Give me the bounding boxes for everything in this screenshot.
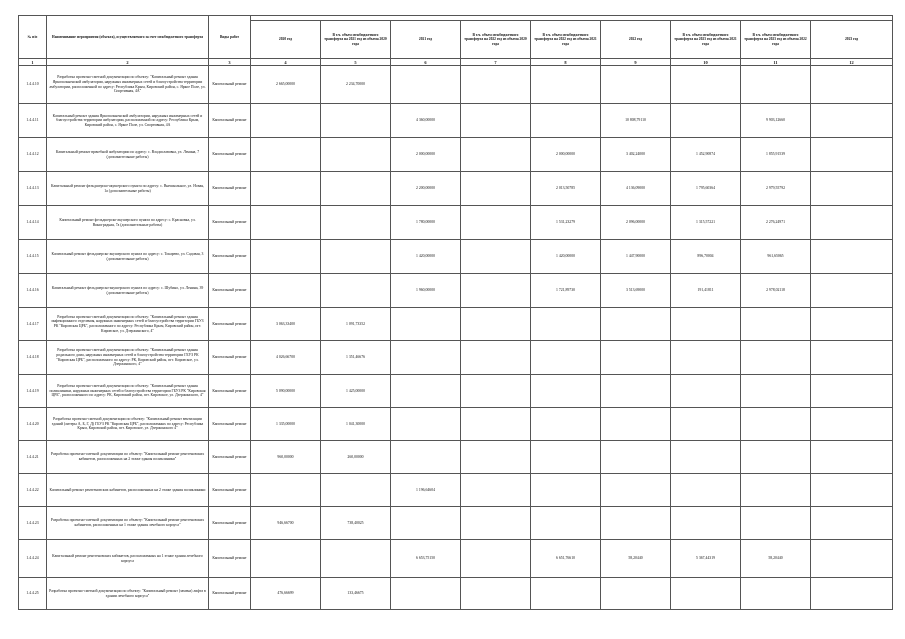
- row-work-type: Капитальный ремонт: [209, 341, 251, 375]
- row-value: 4 136,09000: [601, 172, 671, 206]
- row-value: 1 960,00000: [391, 274, 461, 308]
- column-number: 12: [811, 59, 893, 66]
- row-value: [531, 104, 601, 138]
- table-row: [19, 408, 893, 441]
- row-value: [671, 308, 741, 341]
- row-value: [741, 341, 811, 375]
- row-value: 738,40025: [321, 507, 391, 540]
- row-value: [251, 274, 321, 308]
- table-row: [19, 507, 893, 540]
- row-value: [321, 172, 391, 206]
- header-2020: 2020 год: [251, 21, 321, 59]
- row-value: [321, 240, 391, 274]
- row-value: 260,00000: [321, 441, 391, 474]
- column-number: 4: [251, 59, 321, 66]
- row-value: 1 196,64604: [391, 474, 461, 507]
- row-value: [461, 274, 531, 308]
- row-value: 1 425,00000: [321, 375, 391, 408]
- header-2021-share-from-2020: В т.ч. объем межбюджетного трансферта на 2022 год из объема 2020 года: [461, 21, 531, 59]
- row-value: [321, 274, 391, 308]
- row-value: [811, 274, 893, 308]
- row-value: 961,65065: [741, 240, 811, 274]
- row-value: 58,20440: [601, 540, 671, 578]
- row-value: 3 402,24000: [601, 138, 671, 172]
- row-value: [741, 474, 811, 507]
- row-value: 946,66700: [251, 507, 321, 540]
- row-value: [531, 507, 601, 540]
- row-value: [531, 408, 601, 441]
- row-value: [531, 474, 601, 507]
- row-value: [741, 375, 811, 408]
- row-value: [811, 240, 893, 274]
- table-row: [19, 375, 893, 408]
- row-value: [251, 474, 321, 507]
- row-value: [741, 308, 811, 341]
- column-number: 10: [671, 59, 741, 66]
- row-value: 896,70004: [671, 240, 741, 274]
- row-work-type: Капитальный ремонт: [209, 540, 251, 578]
- row-value: 2 200,00000: [391, 172, 461, 206]
- row-value: 1 315,57221: [671, 206, 741, 240]
- row-value: [461, 540, 531, 578]
- header-2022: 2022 год: [601, 21, 671, 59]
- row-value: 2 013,50785: [531, 172, 601, 206]
- row-value: 960,00000: [251, 441, 321, 474]
- row-value: [811, 540, 893, 578]
- row-number: 1.4.4.14: [19, 206, 47, 240]
- row-value: [391, 375, 461, 408]
- row-work-type: Капитальный ремонт: [209, 172, 251, 206]
- row-value: [461, 240, 531, 274]
- row-value: [531, 66, 601, 104]
- row-value: 191,41811: [671, 274, 741, 308]
- row-value: [741, 441, 811, 474]
- row-name: Капитальный ремонт фельдшерско-акушерского пункта по адресу: с. Внешкольное, ул. Новая, 1а (дополнительные работы): [47, 172, 209, 206]
- row-value: [321, 474, 391, 507]
- row-value: 1 335,00000: [251, 408, 321, 441]
- column-number: 8: [531, 59, 601, 66]
- row-value: 1 780,00000: [391, 206, 461, 240]
- row-name: Капитальный ремонт рентгеновских кабинетов, расположенных на 2 этаже здания поликлиники: [47, 474, 209, 507]
- row-value: [671, 66, 741, 104]
- row-number: 1.4.4.10: [19, 66, 47, 104]
- row-name: Капитальный ремонт фельдшерско-акушерского пункта по адресу: с. Шубино, ул. Ленина, 39 (дополнительные работы): [47, 274, 209, 308]
- row-value: [251, 104, 321, 138]
- column-number: 7: [461, 59, 531, 66]
- row-work-type: Капитальный ремонт: [209, 408, 251, 441]
- row-value: 2 979,55792: [741, 172, 811, 206]
- row-value: 2 276,24971: [741, 206, 811, 240]
- header-2023: 2023 год: [811, 21, 893, 59]
- header-2022-share: В т.ч. объем межбюджетного трансферта на 2023 год из объема 2022 года: [741, 21, 811, 59]
- row-number: 1.4.4.13: [19, 172, 47, 206]
- row-value: [391, 507, 461, 540]
- row-name: Разработка проектно-сметной документации по объекту: "Капитальный ремонт здания родильного дома, наружных инженерных сетей и благоустройства территории ГБУЗ РК "Кировская ЦРБ", расположенного по адресу: РК, Кировский район, пгт. Кировское, ул. Дзержинского, 4": [47, 341, 209, 375]
- works-table: [18, 15, 893, 610]
- row-work-type: Капитальный ремонт: [209, 507, 251, 540]
- header-type: Виды работ: [209, 16, 251, 59]
- table-row: [19, 441, 893, 474]
- column-number: 2: [47, 59, 209, 66]
- row-value: 6 653,75150: [391, 540, 461, 578]
- row-value: 3 513,69000: [601, 274, 671, 308]
- column-number: 5: [321, 59, 391, 66]
- row-value: [461, 172, 531, 206]
- row-value: [391, 308, 461, 341]
- table-row: [19, 341, 893, 375]
- row-name: Капитальный ремонт фельдшерско-акушерского пункта по адресу: с. Токарево, ул. Садовая, 3 (дополнительные работы): [47, 240, 209, 274]
- table-row: [19, 138, 893, 172]
- row-name: Капитальный ремонт здания Яркопольненской амбулатории, наружных инженерных сетей и благоустройства территории амбулатории, расположенной по адресу: Республика Крым, Кировский район, с. Яркое Поле, ул. Спортивная, 4А: [47, 104, 209, 138]
- row-value: [251, 240, 321, 274]
- row-value: [601, 308, 671, 341]
- row-value: [321, 138, 391, 172]
- table-row: [19, 540, 893, 578]
- row-value: [601, 375, 671, 408]
- row-value: [461, 441, 531, 474]
- row-name: Разработка проектно-сметной документации по объекту: "Капитальный ремонт здания Яркопольненской амбулатории, наружных инженерных сетей и благоустройства территории амбулатории, расположенной по адресу: Республика Крым, Кировский район, с. Яркое Поле, ул. Спортивная, 4А": [47, 66, 209, 104]
- row-value: [671, 341, 741, 375]
- row-name: Капитальный ремонт врачебной амбулатории по адресу: с. Владиславовка, ул. Ленина, 7 (дополнительные работы): [47, 138, 209, 172]
- row-value: [741, 507, 811, 540]
- row-work-type: Капитальный ремонт: [209, 274, 251, 308]
- row-name: Капитальный ремонт фельдшерско-акушерского пункта по адресу: с. Красновка, ул. Виноградная, 7а (дополнительные работы): [47, 206, 209, 240]
- row-value: 2 096,00000: [601, 206, 671, 240]
- row-value: [461, 578, 531, 610]
- row-value: [391, 578, 461, 610]
- row-name: Разработка проектно-сметной документации по объекту: "Капитальный ремонт вентиляции зданий (литеры А, Б, Г, Д) ГБУЗ РК "Кировская ЦРБ", расположенных по адресу: Республика Крым, Кировский район, пгт. Кировское, ул. Дзержинского 4": [47, 408, 209, 441]
- table-row: [19, 274, 893, 308]
- row-work-type: Капитальный ремонт: [209, 308, 251, 341]
- column-number: 1: [19, 59, 47, 66]
- row-value: [601, 341, 671, 375]
- row-value: [601, 408, 671, 441]
- row-number: 1.4.4.21: [19, 441, 47, 474]
- column-number-row: [19, 59, 893, 66]
- row-value: 1 452,90874: [671, 138, 741, 172]
- row-value: 10 808,79110: [601, 104, 671, 138]
- row-value: [671, 408, 741, 441]
- row-value: [461, 66, 531, 104]
- row-number: 1.4.4.23: [19, 507, 47, 540]
- header-2021-share: В т.ч. объем межбюджетного трансферта на 2022 год из объема 2021 года: [531, 21, 601, 59]
- table-row: [19, 308, 893, 341]
- table-row: [19, 104, 893, 138]
- header-id: № п/п: [19, 16, 47, 59]
- row-value: [601, 507, 671, 540]
- row-value: [531, 578, 601, 610]
- row-number: 1.4.4.22: [19, 474, 47, 507]
- row-number: 1.4.4.24: [19, 540, 47, 578]
- header-name: Наименование мероприятия (объекта), осуществляемого за счет межбюджетного трансферта: [47, 16, 209, 59]
- row-value: [601, 578, 671, 610]
- row-value: [391, 66, 461, 104]
- row-work-type: Капитальный ремонт: [209, 104, 251, 138]
- row-value: [531, 341, 601, 375]
- table-row: [19, 578, 893, 610]
- row-value: [811, 408, 893, 441]
- header-2022-share-from-2021: В т.ч. объем межбюджетного трансферта на 2023 год из объема 2021 года: [671, 21, 741, 59]
- row-value: [461, 474, 531, 507]
- row-value: [321, 206, 391, 240]
- row-value: 1 855,91539: [741, 138, 811, 172]
- row-value: 2 665,00000: [251, 66, 321, 104]
- row-value: 2 000,00000: [391, 138, 461, 172]
- row-value: [811, 474, 893, 507]
- row-value: [461, 138, 531, 172]
- row-value: [671, 507, 741, 540]
- table-row: [19, 474, 893, 507]
- row-value: [251, 540, 321, 578]
- row-value: [811, 375, 893, 408]
- row-value: [461, 206, 531, 240]
- row-value: 1 351,46676: [321, 341, 391, 375]
- row-value: [391, 441, 461, 474]
- row-work-type: Капитальный ремонт: [209, 441, 251, 474]
- row-value: 3 063,33400: [251, 308, 321, 341]
- row-value: [811, 507, 893, 540]
- table-row: [19, 66, 893, 104]
- row-value: [811, 578, 893, 610]
- row-value: 1 420,00000: [531, 240, 601, 274]
- row-value: [531, 441, 601, 474]
- row-value: [811, 104, 893, 138]
- row-value: 476,66699: [251, 578, 321, 610]
- row-value: [811, 172, 893, 206]
- row-value: 58,20440: [741, 540, 811, 578]
- row-value: [741, 578, 811, 610]
- row-value: [251, 206, 321, 240]
- row-value: [251, 138, 321, 172]
- row-value: [461, 375, 531, 408]
- table-body: [19, 59, 893, 610]
- table-row: [19, 240, 893, 274]
- row-value: 2 000,00000: [531, 138, 601, 172]
- row-value: [811, 206, 893, 240]
- row-value: [321, 540, 391, 578]
- row-number: 1.4.4.25: [19, 578, 47, 610]
- row-number: 1.4.4.19: [19, 375, 47, 408]
- row-value: [741, 66, 811, 104]
- row-name: Разработка проектно-сметной документации по объекту: "Капитальный ремонт здания инфекционного отделения, наружных инженерных сетей и благоустройства территории ГБУЗ РК "Кировская ЦРБ", расположенного по адресу: Республика Крым, Кировский район, пгт. Кировское, ул. Дзержинского, 4": [47, 308, 209, 341]
- row-value: [391, 408, 461, 441]
- row-work-type: Капитальный ремонт: [209, 578, 251, 610]
- row-value: [671, 375, 741, 408]
- header-2020-share: В т.ч. объем межбюджетного трансферта на 2021 год из объема 2020 года: [321, 21, 391, 59]
- table-row: [19, 206, 893, 240]
- row-number: 1.4.4.15: [19, 240, 47, 274]
- row-name: Капитальный ремонт рентгеновских кабинетов, расположенных на 1 этаже здания лечебного корпуса: [47, 540, 209, 578]
- row-value: 2 234,70000: [321, 66, 391, 104]
- row-value: 1 420,00000: [391, 240, 461, 274]
- row-value: [811, 66, 893, 104]
- row-work-type: Капитальный ремонт: [209, 375, 251, 408]
- row-value: [601, 474, 671, 507]
- row-value: [461, 507, 531, 540]
- row-value: [461, 308, 531, 341]
- row-value: [391, 341, 461, 375]
- column-number: 9: [601, 59, 671, 66]
- row-value: 1 795,60364: [671, 172, 741, 206]
- row-value: [461, 104, 531, 138]
- row-number: 1.4.4.11: [19, 104, 47, 138]
- row-value: [811, 308, 893, 341]
- row-value: [671, 104, 741, 138]
- row-number: 1.4.4.17: [19, 308, 47, 341]
- column-number: 3: [209, 59, 251, 66]
- row-value: [461, 408, 531, 441]
- row-value: [531, 308, 601, 341]
- row-value: [671, 474, 741, 507]
- column-number: 11: [741, 59, 811, 66]
- row-work-type: Капитальный ремонт: [209, 240, 251, 274]
- row-number: 1.4.4.20: [19, 408, 47, 441]
- table-row: [19, 172, 893, 206]
- row-value: 4 360,00000: [391, 104, 461, 138]
- row-work-type: Капитальный ремонт: [209, 206, 251, 240]
- row-name: Разработка проектно-сметной документации по объекту: "Капитальный ремонт здания поликлиники, наружных инженерных сетей и благоустройства территории ГБУЗ РК "Кировская ЦРБ", расположенного по адресу: РК, Кировский район, пгт. Кировское, ул. Дзержинского, 4": [47, 375, 209, 408]
- row-value: 1 531,23279: [531, 206, 601, 240]
- row-value: [811, 138, 893, 172]
- row-value: [601, 66, 671, 104]
- row-value: 5 090,00000: [251, 375, 321, 408]
- row-number: 1.4.4.12: [19, 138, 47, 172]
- row-value: 1 447,90000: [601, 240, 671, 274]
- row-work-type: Капитальный ремонт: [209, 138, 251, 172]
- row-name: Разработка проектно-сметной документации по объекту: "Капитальный ремонт рентгеновских кабинетов, расположенных на 1 этаже здания лечебного корпуса": [47, 507, 209, 540]
- row-value: 4 026,66700: [251, 341, 321, 375]
- row-value: [251, 172, 321, 206]
- row-value: [741, 408, 811, 441]
- row-number: 1.4.4.16: [19, 274, 47, 308]
- row-work-type: Капитальный ремонт: [209, 66, 251, 104]
- row-number: 1.4.4.18: [19, 341, 47, 375]
- row-value: [811, 441, 893, 474]
- row-name: Разработка проектно-сметной документации по объекту: "Капитальный ремонт (замена) лифта в здании лечебного корпуса": [47, 578, 209, 610]
- row-value: 133,46675: [321, 578, 391, 610]
- row-work-type: Капитальный ремонт: [209, 474, 251, 507]
- row-value: 6 651,76610: [531, 540, 601, 578]
- row-value: [601, 441, 671, 474]
- row-value: 9 903,12660: [741, 104, 811, 138]
- row-value: 2 978,02118: [741, 274, 811, 308]
- row-value: 5 367,44319: [671, 540, 741, 578]
- row-value: [671, 578, 741, 610]
- header-2021: 2021 год: [391, 21, 461, 59]
- row-name: Разработка проектно-сметной документации по объекту: "Капитальный ремонт рентгеновских кабинетов, расположенных на 2 этаже здания поликлиники": [47, 441, 209, 474]
- row-value: [531, 375, 601, 408]
- row-value: 1 041,30000: [321, 408, 391, 441]
- row-value: [321, 104, 391, 138]
- row-value: 1 091,73352: [321, 308, 391, 341]
- column-number: 6: [391, 59, 461, 66]
- row-value: [671, 441, 741, 474]
- row-value: [461, 341, 531, 375]
- row-value: [811, 341, 893, 375]
- row-value: 1 721,89730: [531, 274, 601, 308]
